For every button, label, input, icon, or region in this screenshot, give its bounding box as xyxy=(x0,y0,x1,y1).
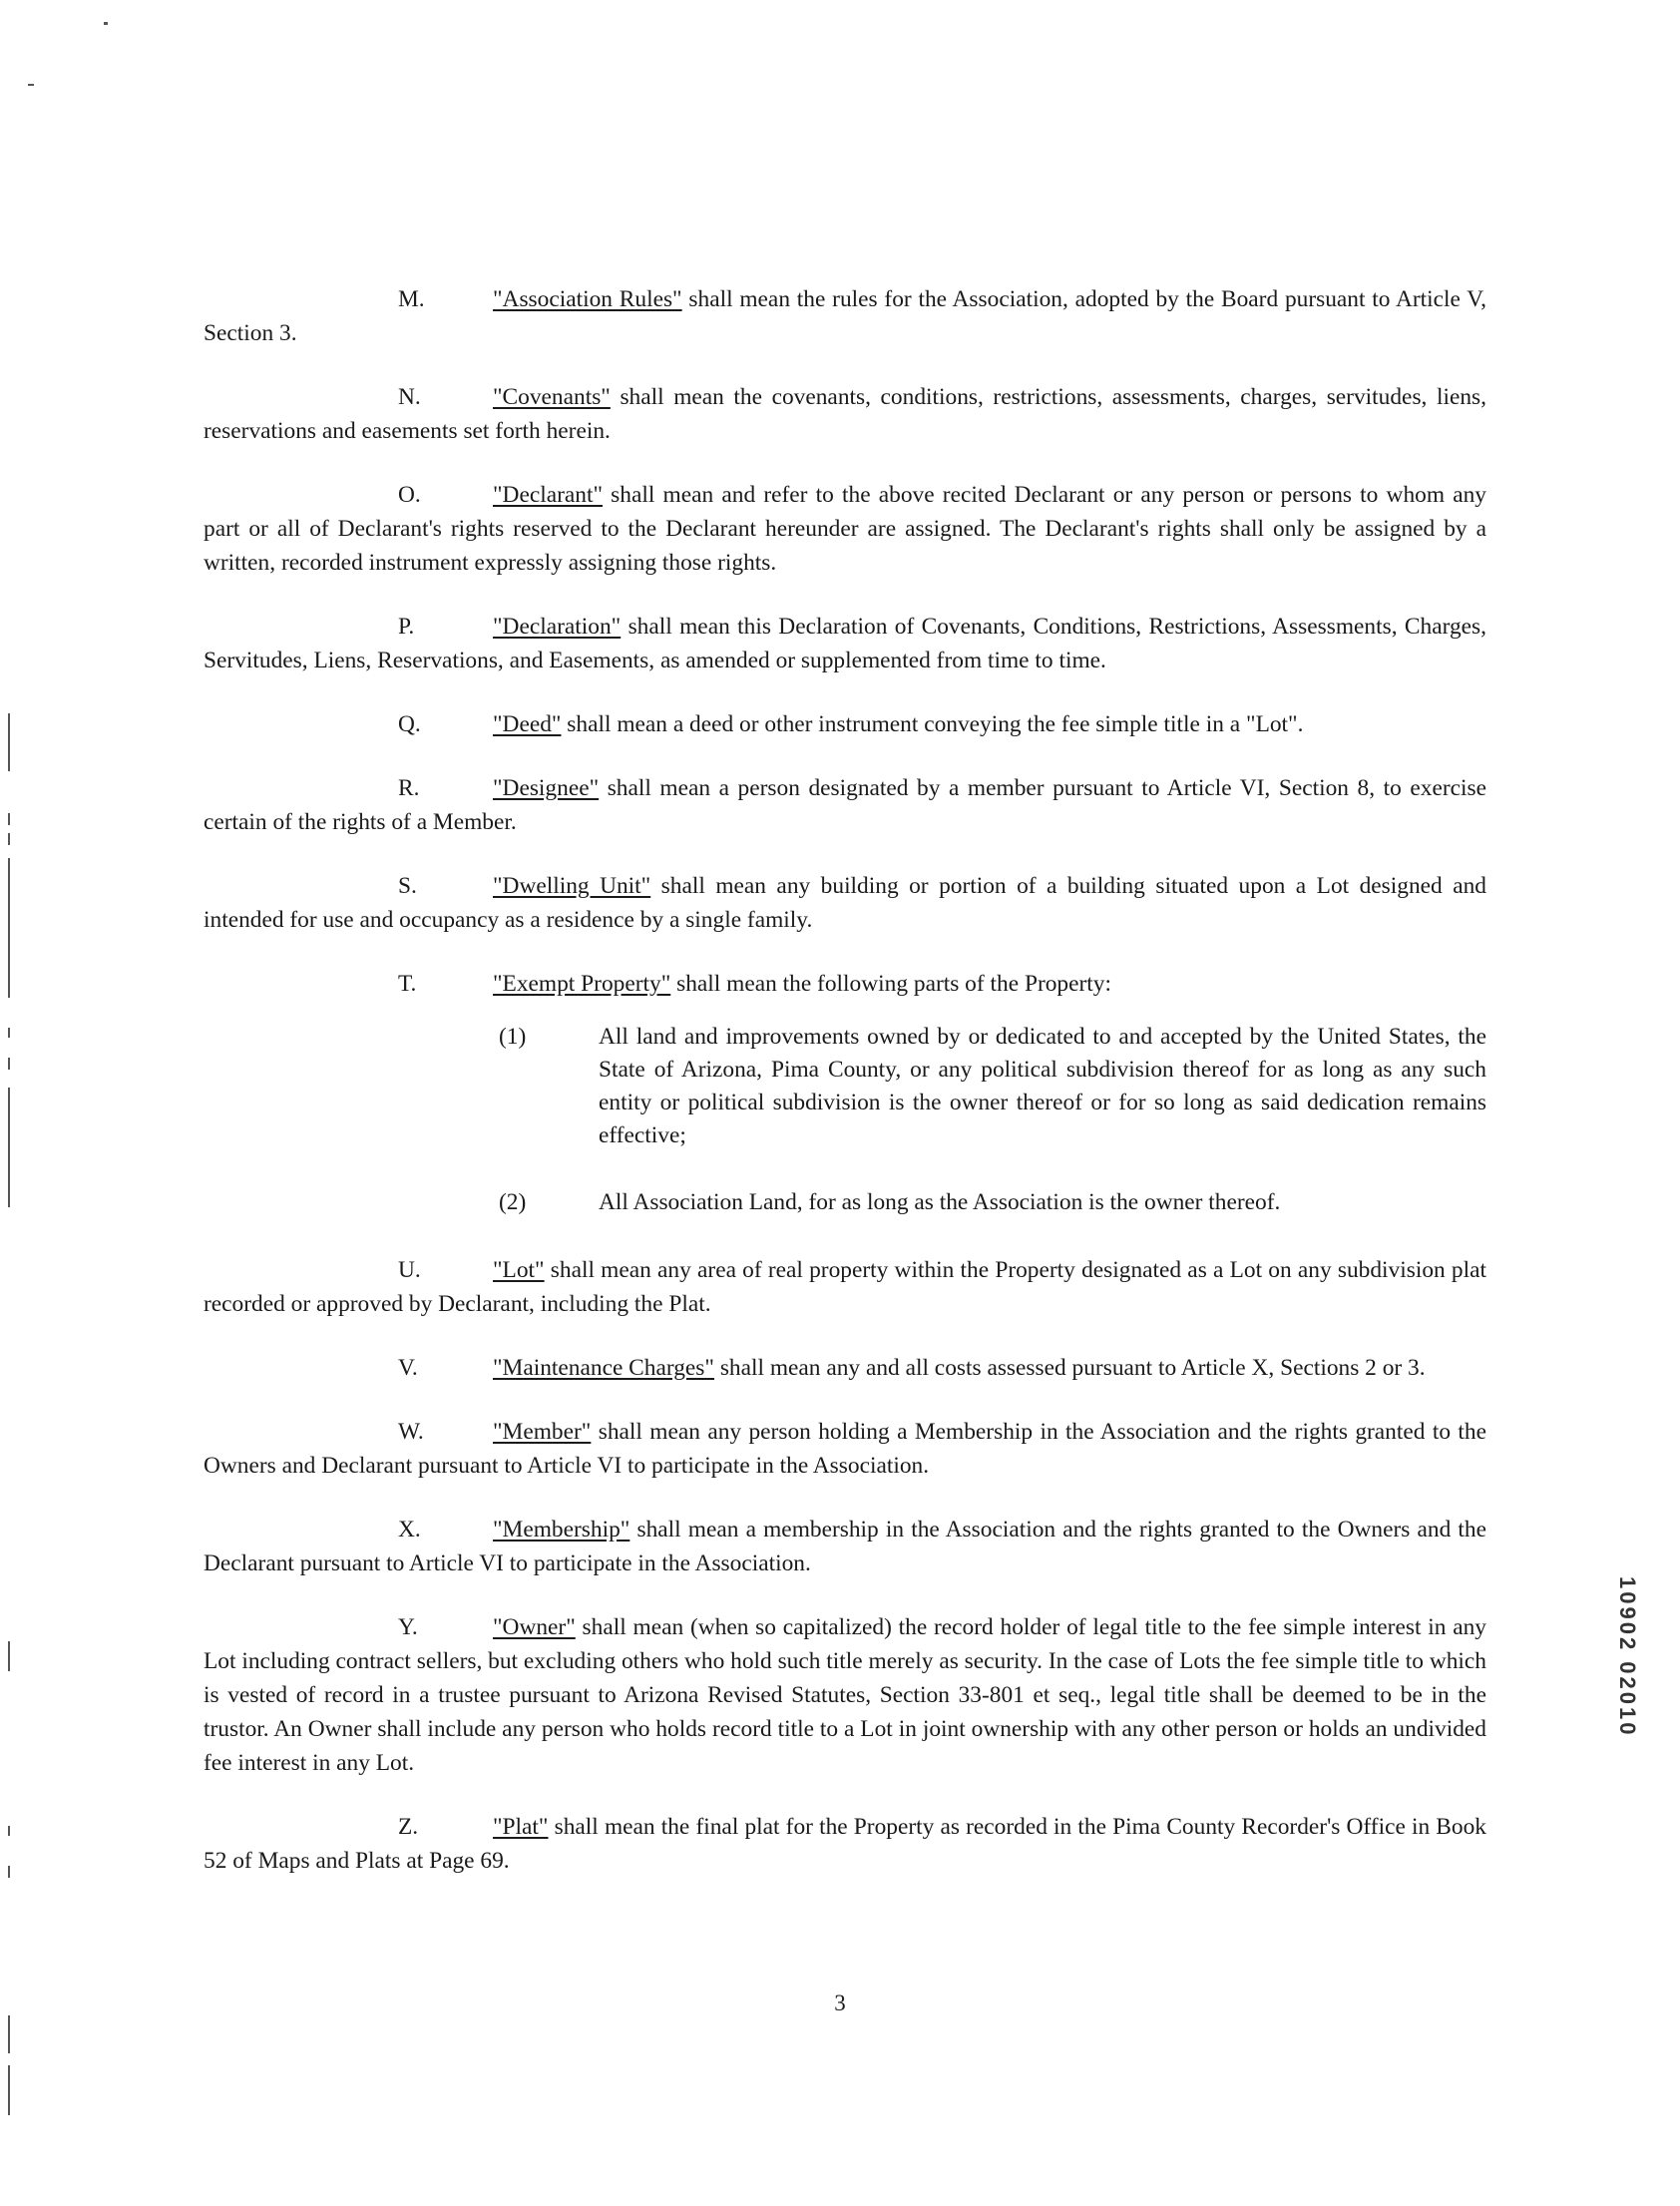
exempt-property-list xyxy=(499,1021,1486,1219)
definition-letter: V. xyxy=(398,1355,418,1381)
definition-text: shall mean any and all costs assessed pursuant to Article X, Sections 2 or 3. xyxy=(713,1355,1426,1381)
margin-mark xyxy=(8,1641,10,1671)
margin-mark xyxy=(8,833,10,845)
definition-letter: P. xyxy=(398,614,415,640)
definition-u xyxy=(204,1253,1486,1321)
definition-text: shall mean a person designated by a member pursuant to Article VI, Section 8, to exercise certain of the rights of a Member. xyxy=(204,775,1486,835)
definition-term: "Member" xyxy=(493,1419,592,1445)
margin-mark xyxy=(8,2065,10,2115)
definition-text: shall mean any building or portion of a building situated upon a Lot designed and intended for use and occupancy as a residence by a single family. xyxy=(204,873,1486,933)
margin-mark xyxy=(8,1826,10,1836)
definition-term: "Membership" xyxy=(493,1517,630,1543)
margin-mark xyxy=(8,813,10,825)
definition-term: "Maintenance Charges" xyxy=(493,1355,714,1381)
definition-text: shall mean a membership in the Association and the rights granted to the Owners and the Declarant pursuant to Article VI to participate in the Association. xyxy=(204,1517,1486,1576)
definition-letter: T. xyxy=(398,971,417,997)
definition-letter: Q. xyxy=(398,711,421,737)
definition-term: "Covenants" xyxy=(493,384,611,410)
definition-term: "Deed" xyxy=(493,711,562,737)
definition-q xyxy=(204,707,1486,741)
definition-z xyxy=(204,1810,1486,1878)
definition-text: shall mean a deed or other instrument conveying the fee simple title in a "Lot". xyxy=(561,711,1304,737)
definition-text: shall mean the following parts of the Property: xyxy=(670,971,1111,997)
margin-mark xyxy=(8,2015,10,2053)
definition-letter: O. xyxy=(398,482,421,508)
exempt-item-number: (1) xyxy=(499,1024,527,1050)
margin-mark xyxy=(8,1866,10,1878)
definition-n xyxy=(204,380,1486,448)
definition-letter: R. xyxy=(398,775,420,801)
definition-text: shall mean any area of real property within the Property designated as a Lot on any subdivision plat recorded or approved by Declarant, including the Plat. xyxy=(204,1257,1486,1317)
definition-text: shall mean the final plat for the Property as recorded in the Pima County Recorder's Office in Book 52 of Maps and Plats at Page 69. xyxy=(204,1814,1486,1874)
margin-mark xyxy=(8,1028,10,1038)
definition-text: shall mean any person holding a Membership in the Association and the rights granted to the Owners and Declarant pursuant to Article VI to participate in the Association. xyxy=(204,1419,1486,1479)
definition-letter: U. xyxy=(398,1257,421,1283)
definition-term: "Plat" xyxy=(493,1814,549,1840)
definition-letter: X. xyxy=(398,1517,421,1543)
definition-term: "Association Rules" xyxy=(493,286,682,312)
exempt-item-number: (2) xyxy=(499,1189,527,1215)
definition-letter: W. xyxy=(398,1419,424,1445)
definition-letter: M. xyxy=(398,286,425,312)
definition-term: "Dwelling Unit" xyxy=(493,873,651,899)
definition-letter: Z. xyxy=(398,1814,419,1840)
document-body xyxy=(204,282,1486,2038)
exempt-item xyxy=(499,1021,1486,1152)
margin-mark xyxy=(8,1058,10,1070)
definition-s xyxy=(204,869,1486,937)
margin-mark xyxy=(8,713,10,771)
definition-r xyxy=(204,771,1486,839)
definition-t xyxy=(204,967,1486,1001)
definition-text: shall mean the covenants, conditions, restrictions, assessments, charges, servitudes, liens, reservations and easements set forth herein. xyxy=(204,384,1486,444)
definition-term: "Declaration" xyxy=(493,614,622,640)
definition-letter: N. xyxy=(398,384,421,410)
margin-mark xyxy=(8,1088,10,1207)
exempt-item-text: All land and improvements owned by or dedicated to and accepted by the United States, the State of Arizona, Pima County, or any political subdivision thereof for as long as any such entity or political subdivision is the owner thereof or for so long as said dedication remains effective; xyxy=(599,1024,1486,1148)
margin-mark xyxy=(8,858,10,998)
page-number: 3 xyxy=(834,1990,846,2015)
definition-text: shall mean this Declaration of Covenants, Conditions, Restrictions, Assessments, Charges, Servitudes, Liens, Reservations, and Easements, as amended or supplemented from time to time. xyxy=(204,614,1486,673)
scan-dot xyxy=(104,22,108,25)
definition-term: "Designee" xyxy=(493,775,600,801)
definition-letter: Y. xyxy=(398,1614,418,1640)
scan-dot xyxy=(28,84,34,86)
definition-w xyxy=(204,1415,1486,1483)
recording-stamp xyxy=(1616,1576,1646,1956)
exempt-item xyxy=(499,1186,1486,1219)
recording-stamp-text: 10902 02010 xyxy=(1615,1576,1640,1738)
definition-text: shall mean (when so capitalized) the record holder of legal title to the fee simple interest in any Lot including contract sellers, but excluding others who hold such title merely as security. In the case of Lots the fee simple title to which is vested of record in a trustee pursuant to Arizona Revised Statutes, Section 33-801 et seq., legal title shall be deemed to be in the trustor. An Owner shall include any person who holds record title to a Lot in joint ownership with any other person or holds an undivided fee interest in any Lot. xyxy=(204,1614,1486,1776)
definition-p xyxy=(204,610,1486,677)
definition-text: shall mean and refer to the above recited Declarant or any person or persons to whom any part or all of Declarant's rights reserved to the Declarant hereunder are assigned. The Declarant's rights shall only be assigned by a written, recorded instrument expressly assigning those rights. xyxy=(204,482,1486,576)
definition-y xyxy=(204,1610,1486,1780)
definition-text: shall mean the rules for the Association, adopted by the Board pursuant to Article V, Section 3. xyxy=(204,286,1486,346)
definition-term: "Declarant" xyxy=(493,482,603,508)
definition-m xyxy=(204,282,1486,350)
definition-letter: S. xyxy=(398,873,417,899)
definition-term: "Owner" xyxy=(493,1614,576,1640)
definition-term: "Lot" xyxy=(493,1257,545,1283)
definition-term: "Exempt Property" xyxy=(493,971,671,997)
definition-v xyxy=(204,1351,1486,1385)
definition-o xyxy=(204,478,1486,580)
exempt-item-text: All Association Land, for as long as the Association is the owner thereof. xyxy=(599,1189,1281,1215)
definition-x xyxy=(204,1513,1486,1580)
